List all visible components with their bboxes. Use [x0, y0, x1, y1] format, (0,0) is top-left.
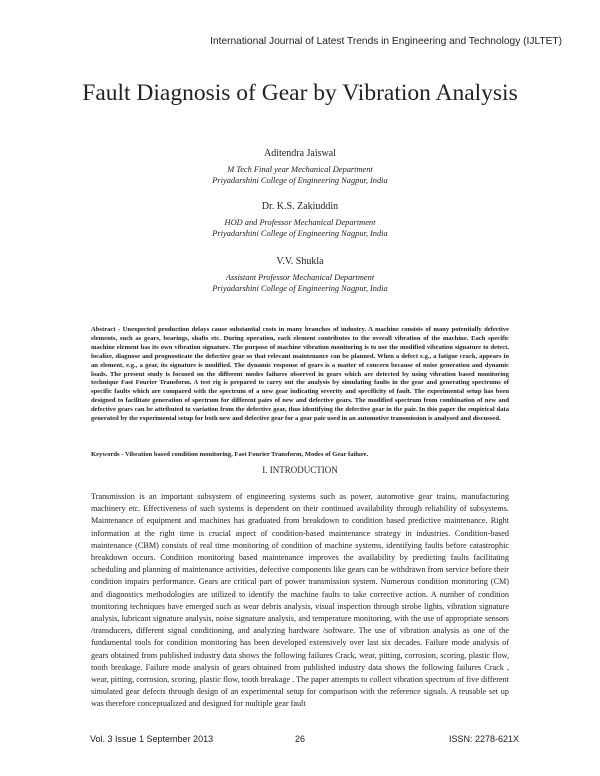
abstract: Abstract - Unexpected production delays cause substantial costs in many branches of industry. A machine consists of many potentially defective elements, such as gears, bearings, shafts etc. During operation, each element contributes to the overall vibration of the machine. Each specific machine element has its own vibration signature. The purpose of machine vibration monitoring is to use the modified vibration signature to detect, localize, diagnose and prognosticate the defective gear so that relevant maintenance can be planned. When a defect e.g., a fatigue crack, appears in an element, e.g., a gear, its signature is modified. The dynamic response of gears is a matter of concern because of noise generation and dynamic loads. The present study is focused on the different modes failures observed in gears which are detected by using vibration based monitoring technique Fast Fourier Transform. A test rig is prepared to carry out the analysis by simulating faults in the gear and generating spectrums of specific faults which are compared with the spectrum of a new gear indicating severity and specificity of fault. The experimental setup has been designed to facilitate generation of spectrum for different pairs of new and defective gears. The modified spectrum from combination of new and defective gears can be attributed to variation from the defective gear, thus identifying the defective gear in the pair. In this paper the empirical data generated by the experimental setup for both new and defective gear for a gear pair used in an automotive transmission is analysed and discussed.: [91, 326, 509, 423]
author-position: Assistant Professor Mechanical Department: [225, 273, 375, 282]
keywords: Keywords - Vibration based condition monitoring, Fast Fourier Transform, Modes of Gear failure.: [91, 451, 369, 458]
author-name: Dr. K.S. Zakiuddin: [261, 201, 339, 212]
introduction-text: Transmission is an important subsystem of engineering systems such as power, automotive gear trains, manufacturing machinery etc. Effectiveness of such systems is dependent on their continued availability through reliability of subsystems. Maintenance of equipment and machines has graduated from breakdown to condition based predictive maintenance. Right information at the right time is crucial aspect of condition-based maintenance strategy in industries. Condition-based maintenance (CBM) consists of real time monitoring of condition of machine systems, identifying faults before catastrophic breakdown occurs. Condition monitoring based maintenance improves the availability by predicting faults facilitating scheduling and planning of maintenance activities, defective components like gears can be withdrawn from service before their condition impairs performance. Gears are critical part of power transmission system. Numerous condition monitoring (CM) and diagnostics methodologies are utilized to identify the machine faults to take corrective action. A number of condition monitoring techniques have emerged such as wear debris analysis, visual inspection through strobe lights, vibration signature analysis, lubricant signature analysis, noise signature analysis, and temperature monitoring, with the use of appropriate sensors /transducers, different signal conditioning, and analyzing hardware /software. The use of vibration analysis as one of the fundamental tools for condition monitoring has been developed extensively over last six decades. Failure mode analysis of gears obtained from published industry data shows the following failures Crack, wear, pitting, corrosion, scoring, plastic flow, tooth breakage. Failure mode analysis of gears obtained from published industry data shows the following failures Crack , wear, pitting, corrosion, scoring, plastic flow, tooth breakage . The paper attempts to collect vibration spectrum of five different simulated gear defects through design of an experimental setup for comparison with the reference signals. A reusable set up was therefore conceptualized and designed for multiple gear fault: [91, 492, 509, 709]
author-block: [0, 256, 600, 294]
author-block: [0, 201, 600, 239]
author-affiliation: Priyadarshini College of Engineering Nagpur, India: [212, 284, 388, 293]
journal-header: International Journal of Latest Trends in Engineering and Technology (IJLTET): [210, 36, 562, 47]
footer-issn: ISSN: 2278-621X: [449, 734, 520, 744]
author-block: [0, 148, 600, 186]
paper-title: Fault Diagnosis of Gear by Vibration Analysis: [82, 80, 518, 106]
author-affiliation: Priyadarshini College of Engineering Nagpur, India: [212, 176, 388, 185]
footer-page-number: 26: [295, 734, 306, 744]
section-heading: I. INTRODUCTION: [262, 465, 338, 475]
author-name: Aditendra Jaiswal: [264, 148, 336, 159]
author-affiliation: Priyadarshini College of Engineering Nagpur, India: [212, 229, 388, 238]
author-position: M Tech Final year Mechanical Department: [227, 165, 373, 174]
author-position: HOD and Professor Mechanical Department: [224, 218, 376, 227]
footer-volume: Vol. 3 Issue 1 September 2013: [90, 734, 214, 744]
author-name: V.V. Shukla: [276, 256, 324, 267]
